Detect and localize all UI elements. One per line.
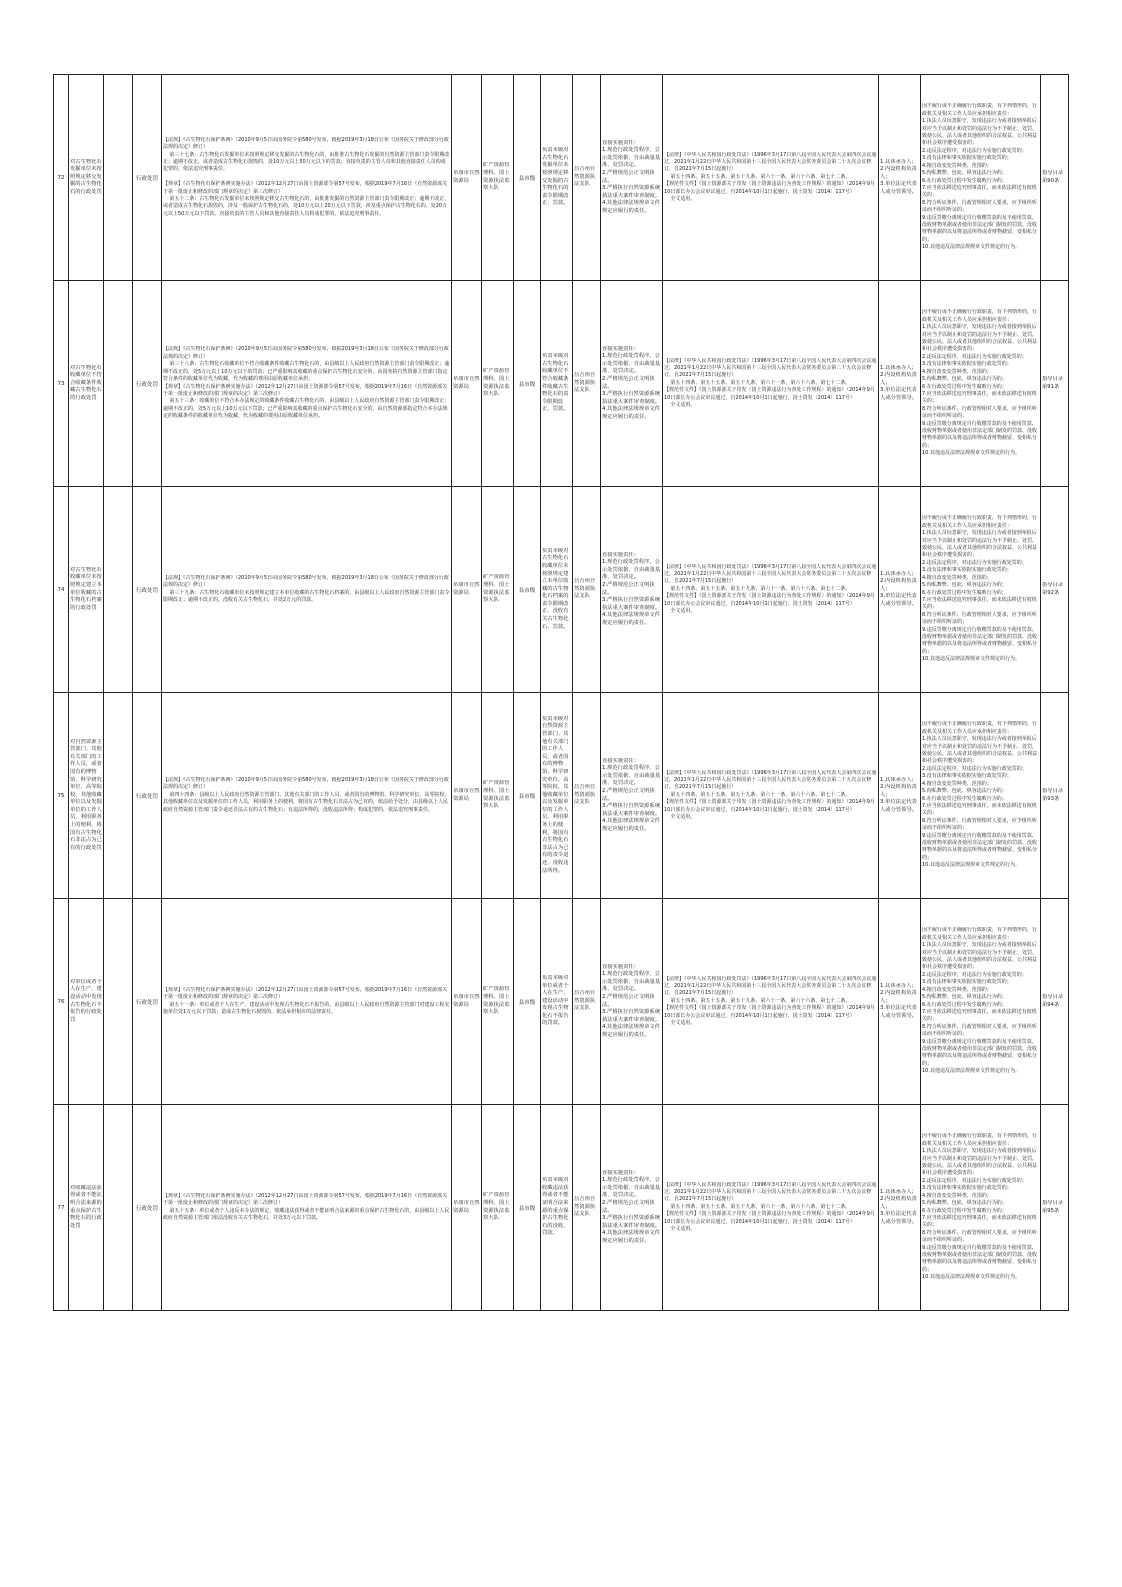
power-type: 行政处罚 xyxy=(135,381,158,388)
power-type-cell xyxy=(133,487,162,693)
duty-items-cell xyxy=(601,487,663,693)
duty-items: 直接实施责任： 1.规范行政处罚程序，公示处罚依据、自由裁量基准、处罚决定。 2.严格规范公正文明执法。 3.严格执行自然资源系统执法重大案件审查制度。 4.其他法律法规规章文件规定应履行的责任。 xyxy=(602,757,661,832)
legal-basis-cell xyxy=(162,487,452,693)
row-number: 76 xyxy=(57,998,65,1005)
implementing-unit: 矿产资源管理科、国土资源执法监察大队 xyxy=(483,986,510,1016)
joint-dept: 昌吉州自然资源执法支队 xyxy=(574,990,596,1012)
responsible-subject: 1.具体承办人； 2.内设机构负责人； 3.单位法定代表人或分管领导。 xyxy=(880,158,918,195)
remarks-cell xyxy=(1041,487,1069,693)
level-cell xyxy=(514,693,541,899)
level: 县市级 xyxy=(518,793,536,800)
power-type: 行政处罚 xyxy=(135,587,158,594)
duty-basis: 【法律】《中华人民共和国行政处罚法》（1996年3月17日第八届全国人民代表大会第四次会议通过，2021年1月22日中华人民共和国第十三届全国人民代表大会常务委员会第二十五次会议修订，自2021年7月15日起施行） 第五十四条、第五十五条、第五十九条、第六十一条、第六十六条、第七十二条。 【规范性文件】《国土资源部关于印发〈国土资源违法行为查处工作规程〉的通知》（2014年9月10日部长办公会议审议通过，自2014年10月1日起施行，国土资发〔2014〕117号） 全文适用。 xyxy=(664,1181,877,1233)
power-list-table xyxy=(53,74,1069,1311)
power-type-cell xyxy=(133,899,162,1105)
responsibility-scope-cell xyxy=(541,281,573,487)
row-number: 74 xyxy=(57,586,65,593)
sub-item-cell xyxy=(104,693,133,899)
power-type-cell xyxy=(133,1105,162,1311)
row-number: 75 xyxy=(57,792,65,799)
duty-basis: 【法律】《中华人民共和国行政处罚法》（1996年3月17日第八届全国人民代表大会第四次会议通过，2021年1月22日中华人民共和国第十三届全国人民代表大会常务委员会第二十五次会议修订，自2021年7月15日起施行） 第五十四条、第五十五条、第五十九条、第六十一条、第六十六条、第七十二条。 【规范性文件】《国土资源部关于印发〈国土资源违法行为查处工作规程〉的通知》（2014年9月10日部长办公会议审议通过，自2014年10月1日起施行，国土资发〔2014〕117号） 全文适用。 xyxy=(664,975,877,1027)
duty-items: 直接实施责任： 1.规范行政处罚程序，公示处罚依据、自由裁量基准、处罚决定。 2.严格规范公正文明执法。 3.严格执行自然资源系统执法重大案件审查制度。 4.其他法律法规规章文件规定应履行的责任。 xyxy=(602,551,661,626)
responsibility-scope: 负责本级对单位或者个人在生产、建设活动中发现古生物化石不报告的罚款。 xyxy=(542,974,569,1027)
level-cell xyxy=(514,75,541,281)
power-type: 行政处罚 xyxy=(135,999,158,1006)
power-type-cell xyxy=(133,693,162,899)
row-number: 77 xyxy=(57,1204,65,1211)
implementing-unit-cell xyxy=(482,281,514,487)
accountability: 因不履行或不正确履行行政职责，有下列情形的，行政机关及相关工作人员应承担相应责任： 1.执法人员玩忽职守，发现违法行为或者接到举报后对应当予以制止和处罚的违法行为不予制止、处罚，致使公民、法人或者其他组织的合法权益、公共利益和社会秩序遭受损害的； 2.违反法定程序，对违法行为实施行政处罚的； 3.没有法律和事实依据实施行政处罚的； 4.擅自改变处罚种类、范围的； 5.徇私舞弊、包庇、纵容违法行为的； 6.在行政处罚过程中发生腐败行为的； 7.应当依法移送追究刑事责任，而未依法移送有权机关的； 8.符合听证条件、行政管理相对人要求，应予组织听证而不组织听证的； 9.违反罚缴分离规定自行收缴罚款的及不使用罚款、没收财物单据或者使用非法定部门制发的罚款、没收财物单据的以及将违法所得或者财物截留、变相私分的； 10.其他违反法律法规规章文件规定的行为。 xyxy=(922,1133,1038,1281)
sub-item-cell xyxy=(104,75,133,281)
accountability-cell xyxy=(921,75,1041,281)
legal-basis-cell xyxy=(162,281,452,487)
joint-dept-cell xyxy=(573,487,601,693)
item-name: 对收藏违法获得或者不能证明合法来源的重点保护古生物化石的行政处罚 xyxy=(70,1184,102,1229)
power-type: 行政处罚 xyxy=(135,1205,158,1212)
item-name-cell xyxy=(69,1105,104,1311)
item-name-cell xyxy=(69,899,104,1105)
joint-dept-cell xyxy=(573,899,601,1105)
implementing-unit-cell xyxy=(482,693,514,899)
responsible-subject: 1.具体承办人； 2.内设机构负责人； 3.单位法定代表人或分管领导。 xyxy=(880,776,918,813)
accountability: 因不履行或不正确履行行政职责，有下列情形的，行政机关及相关工作人员应承担相应责任： 1.执法人员玩忽职守，发现违法行为或者接到举报后对应当予以制止和处罚的违法行为不予制止、处罚，致使公民、法人或者其他组织的合法权益、公共利益和社会秩序遭受损害的； 2.违反法定程序，对违法行为实施行政处罚的； 3.没有法律和事实依据实施行政处罚的； 4.擅自改变处罚种类、范围的； 5.徇私舞弊、包庇、纵容违法行为的； 6.在行政处罚过程中发生腐败行为的； 7.应当依法移送追究刑事责任，而未依法移送有权机关的； 8.符合听证条件、行政管理相对人要求，应予组织听证而不组织听证的； 9.违反罚缴分离规定自行收缴罚款的及不使用罚款、没收财物单据或者使用非法定部门制发的罚款、没收财物单据的以及将违法所得或者财物截留、变相私分的； 10.其他违反法律法规规章文件规定的行为。 xyxy=(922,515,1038,663)
remarks: 指导目录第92条 xyxy=(1042,581,1064,596)
table-row xyxy=(54,1105,1069,1311)
duty-basis-cell xyxy=(663,1105,879,1311)
implementing-dept-cell xyxy=(452,899,482,1105)
joint-dept: 昌吉州自然资源执法支队 xyxy=(574,784,596,806)
joint-dept: 昌吉州自然资源执法支队 xyxy=(574,372,596,394)
implementing-dept-cell xyxy=(452,693,482,899)
responsible-subject-cell xyxy=(879,281,921,487)
accountability-cell xyxy=(921,281,1041,487)
joint-dept-cell xyxy=(573,1105,601,1311)
legal-basis-cell xyxy=(162,75,452,281)
duty-items: 直接实施责任： 1.规范行政处罚程序，公示处罚依据、自由裁量基准、处罚决定。 2.严格规范公正文明执法。 3.严格执行自然资源系统执法重大案件审查制度。 4.其他法律法规规章文件规定应履行的责任。 xyxy=(602,345,661,420)
level: 县市级 xyxy=(518,587,536,594)
responsibility-scope-cell xyxy=(541,487,573,693)
duty-basis: 【法律】《中华人民共和国行政处罚法》（1996年3月17日第八届全国人民代表大会第四次会议通过，2021年1月22日中华人民共和国第十三届全国人民代表大会常务委员会第二十五次会议修订，自2021年7月15日起施行） 第五十四条、第五十五条、第五十九条、第六十一条、第六十六条、第七十二条。 【规范性文件】《国土资源部关于印发〈国土资源违法行为查处工作规程〉的通知》（2014年9月10日部长办公会议审议通过，自2014年10月1日起施行，国土资发〔2014〕117号） 全文适用。 xyxy=(664,769,877,821)
remarks: 指导目录第94条 xyxy=(1042,993,1064,1008)
row-number-cell xyxy=(54,281,69,487)
item-name: 对古生物化石收藏单位未按照规定建立本单位收藏的古生物化石档案的行政处罚 xyxy=(70,566,102,611)
implementing-unit: 矿产资源管理科、国土资源执法监察大队 xyxy=(483,162,510,192)
duty-basis-cell xyxy=(663,693,879,899)
item-name: 对古生物化石发掘单位未按照规定移交发掘的古生物化石的行政处罚 xyxy=(70,158,102,195)
level: 县市级 xyxy=(518,1205,536,1212)
power-type: 行政处罚 xyxy=(135,793,158,800)
implementing-dept-cell xyxy=(452,1105,482,1311)
accountability: 因不履行或不正确履行行政职责，有下列情形的，行政机关及相关工作人员应承担相应责任： 1.执法人员玩忽职守，发现违法行为或者接到举报后对应当予以制止和处罚的违法行为不予制止、处罚，致使公民、法人或者其他组织的合法权益、公共利益和社会秩序遭受损害的； 2.违反法定程序，对违法行为实施行政处罚的； 3.没有法律和事实依据实施行政处罚的； 4.擅自改变处罚种类、范围的； 5.徇私舞弊、包庇、纵容违法行为的； 6.在行政处罚过程中发生腐败行为的； 7.应当依法移送追究刑事责任，而未依法移送有权机关的； 8.符合听证条件、行政管理相对人要求，应予组织听证而不组织听证的； 9.违反罚缴分离规定自行收缴罚款的及不使用罚款、没收财物单据或者使用非法定部门制发的罚款、没收财物单据的以及将违法所得或者财物截留、变相私分的； 10.其他违反法律法规规章文件规定的行为。 xyxy=(922,721,1038,869)
accountability: 因不履行或不正确履行行政职责，有下列情形的，行政机关及相关工作人员应承担相应责任： 1.执法人员玩忽职守，发现违法行为或者接到举报后对应当予以制止和处罚的违法行为不予制止、处罚，致使公民、法人或者其他组织的合法权益、公共利益和社会秩序遭受损害的； 2.违反法定程序，对违法行为实施行政处罚的； 3.没有法律和事实依据实施行政处罚的； 4.擅自改变处罚种类、范围的； 5.徇私舞弊、包庇、纵容违法行为的； 6.在行政处罚过程中发生腐败行为的； 7.应当依法移送追究刑事责任，而未依法移送有权机关的； 8.符合听证条件、行政管理相对人要求，应予组织听证而不组织听证的； 9.违反罚缴分离规定自行收缴罚款的及不使用罚款、没收财物单据或者使用非法定部门制发的罚款、没收财物单据的以及将违法所得或者财物截留、变相私分的； 10.其他违反法律法规规章文件规定的行为。 xyxy=(922,927,1038,1075)
duty-basis: 【法律】《中华人民共和国行政处罚法》（1996年3月17日第八届全国人民代表大会第四次会议通过，2021年1月22日中华人民共和国第十三届全国人民代表大会常务委员会第二十五次会议修订，自2021年7月15日起施行） 第五十四条、第五十五条、第五十九条、第六十一条、第六十六条、第七十二条。 【规范性文件】《国土资源部关于印发〈国土资源违法行为查处工作规程〉的通知》（2014年9月10日部长办公会议审议通过，自2014年10月1日起施行，国土资发〔2014〕117号） 全文适用。 xyxy=(664,563,877,615)
implementing-dept: 阜康市自然资源局 xyxy=(453,169,480,184)
joint-dept: 昌吉州自然资源执法支队 xyxy=(574,578,596,600)
legal-basis-cell xyxy=(162,693,452,899)
responsible-subject-cell xyxy=(879,899,921,1105)
implementing-unit: 矿产资源管理科、国土资源执法监察大队 xyxy=(483,574,510,604)
joint-dept-cell xyxy=(573,75,601,281)
responsible-subject: 1.具体承办人； 2.内设机构负责人； 3.单位法定代表人或分管领导。 xyxy=(880,570,918,607)
level: 县市级 xyxy=(518,999,536,1006)
responsibility-scope: 负责本级对收藏违法获得或者不能证明合法来源的重点保护古生物化石的没收、罚款。 xyxy=(542,1177,569,1237)
implementing-dept: 阜康市自然资源局 xyxy=(453,993,480,1008)
responsibility-scope: 负责本级对古生物化石收藏单位未按照规定建立本单位收藏的古生物化石档案的责令限期改正、没收有关古生物化石、罚款。 xyxy=(542,547,569,630)
accountability-cell xyxy=(921,693,1041,899)
sub-item-cell xyxy=(104,281,133,487)
implementing-unit-cell xyxy=(482,1105,514,1311)
table-row xyxy=(54,487,1069,693)
responsibility-scope: 负责本级对自然资源主管部门、其他有关部门的工作人员，或者国有的博物馆、科学研究单位、高等院校、其他收藏单位以及发掘单位的工作人员，利用职务上的便利，将国有古生物化石非法占为己有的责令退还、没收违法所得。 xyxy=(542,715,569,874)
row-number: 72 xyxy=(57,174,65,181)
duty-items-cell xyxy=(601,1105,663,1311)
duty-items: 直接实施责任： 1.规范行政处罚程序，公示处罚依据、自由裁量基准、处罚决定。 2.严格规范公正文明执法。 3.严格执行自然资源系统执法重大案件审查制度。 4.其他法律法规规章文件规定应履行的责任。 xyxy=(602,139,661,214)
responsible-subject-cell xyxy=(879,487,921,693)
item-name-cell xyxy=(69,75,104,281)
duty-items-cell xyxy=(601,75,663,281)
joint-dept: 昌吉州自然资源执法支队 xyxy=(574,166,596,188)
remarks: 指导目录第93条 xyxy=(1042,787,1064,802)
responsible-subject: 1.具体承办人； 2.内设机构负责人； 3.单位法定代表人或分管领导。 xyxy=(880,982,918,1019)
duty-basis-cell xyxy=(663,75,879,281)
duty-basis: 【法律】《中华人民共和国行政处罚法》（1996年3月17日第八届全国人民代表大会第四次会议通过，2021年1月22日中华人民共和国第十三届全国人民代表大会常务委员会第二十五次会议修订，自2021年7月15日起施行） 第五十四条、第五十五条、第五十九条、第六十一条、第六十六条、第七十二条。 【规范性文件】《国土资源部关于印发〈国土资源违法行为查处工作规程〉的通知》（2014年9月10日部长办公会议审议通过，自2014年10月1日起施行，国土资发〔2014〕117号） 全文适用。 xyxy=(664,151,877,203)
remarks: 指导目录第95条 xyxy=(1042,1199,1064,1214)
table-row xyxy=(54,693,1069,899)
legal-basis: 【法规】《古生物化石保护条例》（2010年9月5日由国务院令第580号发布，根据2019年3月18日公布《国务院关于修改部分行政法规的决定》修订） 第三十九条：古生物化石收藏单位未按照规定建立本单位收藏的古生物化石档案的，由县级以上人民政府自然资源主管部门责令限期改正；逾期不改正的，没收有关古生物化石，并处2万元的罚款。 xyxy=(163,574,450,603)
level: 县市级 xyxy=(518,381,536,388)
row-number-cell xyxy=(54,693,69,899)
power-type: 行政处罚 xyxy=(135,175,158,182)
remarks: 指导目录第90条 xyxy=(1042,169,1064,184)
duty-items: 直接实施责任： 1.规范行政处罚程序，公示处罚依据、自由裁量基准、处罚决定。 2.严格规范公正文明执法。 3.严格执行自然资源系统执法重大案件审查制度。 4.其他法律法规规章文件规定应履行的责任。 xyxy=(602,963,661,1038)
joint-dept: 昌吉州自然资源执法支队 xyxy=(574,1196,596,1218)
power-type-cell xyxy=(133,75,162,281)
implementing-unit: 矿产资源管理科、国土资源执法监察大队 xyxy=(483,368,510,398)
accountability-cell xyxy=(921,1105,1041,1311)
responsible-subject-cell xyxy=(879,75,921,281)
table-row xyxy=(54,281,1069,487)
responsibility-scope-cell xyxy=(541,75,573,281)
responsible-subject: 1.具体承办人； 2.内设机构负责人； 3.单位法定代表人或分管领导。 xyxy=(880,364,918,401)
implementing-dept-cell xyxy=(452,281,482,487)
implementing-dept: 阜康市自然资源局 xyxy=(453,375,480,390)
item-name: 对古生物化石收藏单位不符合收藏条件收藏古生物化石的行政处罚 xyxy=(70,364,102,401)
responsible-subject-cell xyxy=(879,1105,921,1311)
accountability-cell xyxy=(921,487,1041,693)
row-number-cell xyxy=(54,1105,69,1311)
power-type-cell xyxy=(133,281,162,487)
remarks-cell xyxy=(1041,1105,1069,1311)
legal-basis-cell xyxy=(162,1105,452,1311)
duty-items: 直接实施责任： 1.规范行政处罚程序，公示处罚依据、自由裁量基准、处罚决定。 2.严格规范公正文明执法。 3.严格执行自然资源系统执法重大案件审查制度。 4.其他法律法规规章文件规定应履行的责任。 xyxy=(602,1169,661,1244)
sub-item-cell xyxy=(104,487,133,693)
implementing-unit-cell xyxy=(482,899,514,1105)
implementing-unit: 矿产资源管理科、国土资源执法监察大队 xyxy=(483,1192,510,1222)
item-name-cell xyxy=(69,487,104,693)
item-name-cell xyxy=(69,281,104,487)
implementing-dept-cell xyxy=(452,487,482,693)
responsibility-scope-cell xyxy=(541,693,573,899)
implementing-unit-cell xyxy=(482,75,514,281)
legal-basis: 【法规】《古生物化石保护条例》（2010年9月5日由国务院令第580号发布，根据2019年3月18日公布《国务院关于修改部分行政法规的决定》修订） 第三十七条：古生物化石发掘单位未按照规定移交发掘的古生物化石的，由批准古生物化石发掘的自然资源主管部门责令限期改正；逾期不改正，或者造成古生物化石损毁的，处10万元以上50万元以下的罚款；直接负责的主管人员和其他直接责任人员构成犯罪的，依法追究刑事责任。 【规章】《古生物化石保护条例实施办法》（2012年12月27日由国土资源部令第57号发布，根据2019年7月16日《自然资源部关于第一批废止和修改的部门规章的决定》第三次修订） 第五十二条：古生物化石发掘单位未按照规定移交古生物化石的，由批准发掘的自然资源主管部门责令限期改正；逾期不改正，或者造成古生物化石损毁的，涉及一般保护古生物化石的，处10万元以上20万元以下罚款，涉及重点保护古生物化石的，处20万元以上50万元以下罚款。直接负责的主管人员和其他直接责任人员构成犯罪的，依法追究刑事责任。 xyxy=(163,136,450,217)
sub-item-cell xyxy=(104,899,133,1105)
accountability: 因不履行或不正确履行行政职责，有下列情形的，行政机关及相关工作人员应承担相应责任： 1.执法人员玩忽职守，发现违法行为或者接到举报后对应当予以制止和处罚的违法行为不予制止、处罚，致使公民、法人或者其他组织的合法权益、公共利益和社会秩序遭受损害的； 2.违反法定程序，对违法行为实施行政处罚的； 3.没有法律和事实依据实施行政处罚的； 4.擅自改变处罚种类、范围的； 5.徇私舞弊、包庇、纵容违法行为的； 6.在行政处罚过程中发生腐败行为的； 7.应当依法移送追究刑事责任，而未依法移送有权机关的； 8.符合听证条件、行政管理相对人要求，应予组织听证而不组织听证的； 9.违反罚缴分离规定自行收缴罚款的及不使用罚款、没收财物单据或者使用非法定部门制发的罚款、没收财物单据的以及将违法所得或者财物截留、变相私分的； 10.其他违反法律法规规章文件规定的行为。 xyxy=(922,309,1038,457)
responsibility-scope-cell xyxy=(541,1105,573,1311)
accountability: 因不履行或不正确履行行政职责，有下列情形的，行政机关及相关工作人员应承担相应责任： 1.执法人员玩忽职守，发现违法行为或者接到举报后对应当予以制止和处罚的违法行为不予制止、处罚，致使公民、法人或者其他组织的合法权益、公共利益和社会秩序遭受损害的； 2.违反法定程序，对违法行为实施行政处罚的； 3.没有法律和事实依据实施行政处罚的； 4.擅自改变处罚种类、范围的； 5.徇私舞弊、包庇、纵容违法行为的； 6.在行政处罚过程中发生腐败行为的； 7.应当依法移送追究刑事责任，而未依法移送有权机关的； 8.符合听证条件、行政管理相对人要求，应予组织听证而不组织听证的； 9.违反罚缴分离规定自行收缴罚款的及不使用罚款、没收财物单据或者使用非法定部门制发的罚款、没收财物单据的以及将违法所得或者财物截留、变相私分的； 10.其他违反法律法规规章文件规定的行为。 xyxy=(922,103,1038,251)
table-row xyxy=(54,899,1069,1105)
responsible-subject: 1.具体承办人； 2.内设机构负责人； 3.单位法定代表人或分管领导。 xyxy=(880,1188,918,1225)
implementing-dept: 阜康市自然资源局 xyxy=(453,1199,480,1214)
remarks-cell xyxy=(1041,899,1069,1105)
joint-dept-cell xyxy=(573,281,601,487)
duty-basis-cell xyxy=(663,281,879,487)
responsible-subject-cell xyxy=(879,693,921,899)
duty-items-cell xyxy=(601,899,663,1105)
legal-basis: 【法规】《古生物化石保护条例》（2010年9月5日由国务院令第580号发布，根据2019年3月18日公布《国务院关于修改部分行政法规的决定》修订） 第四十四条：县级以上人民政府自然资源主管部门、其他有关部门的工作人员，或者国有的博物馆、科学研究单位、高等院校、其他收藏单位以及发掘单位的工作人员，利用职务上的便利，将国有古生物化石非法占为己有的，依法给予处分，由县级以上人民政府自然资源主管部门责令退还非法占有的古生物化石；有违法所得的，没收违法所得；构成犯罪的，依法追究刑事责任。 xyxy=(163,776,450,813)
level-cell xyxy=(514,899,541,1105)
level-cell xyxy=(514,281,541,487)
level-cell xyxy=(514,1105,541,1311)
item-name: 对自然资源主管部门、其他有关部门的工作人员，或者国有的博物馆、科学研究单位、高等院校、其他收藏单位以及发掘单位的工作人员，利用职务上的便利，将国有古生物化石非法占为己有的行政处罚 xyxy=(70,738,102,851)
table-row xyxy=(54,75,1069,281)
level-cell xyxy=(514,487,541,693)
row-number-cell xyxy=(54,487,69,693)
row-number: 73 xyxy=(57,380,65,387)
legal-basis: 【规章】《古生物化石保护条例实施办法》（2012年12月27日由国土资源部令第57号发布，根据2019年7月16日《自然资源部关于第一批废止和修改的部门规章的决定》第三次修订） 第五十五条：单位或者个人违反本办法的规定，收藏违法获得或者不能证明合法来源的重点保护古生物化石的，由县级以上人民政府自然资源主管部门依法没收有关古生物化石，并处3万元以下罚款。 xyxy=(163,1192,450,1221)
duty-basis-cell xyxy=(663,487,879,693)
duty-items-cell xyxy=(601,281,663,487)
duty-basis-cell xyxy=(663,899,879,1105)
joint-dept-cell xyxy=(573,693,601,899)
item-name-cell xyxy=(69,693,104,899)
legal-basis: 【规章】《古生物化石保护条例实施办法》（2012年12月27日由国土资源部令第57号发布，根据2019年7月16日《自然资源部关于第一批废止和修改的部门规章的决定》第三次修订） 第五十一条：单位或者个人在生产、建设活动中发现古生物化石不报告的，由县级以上人民政府自然资源主管部门对建设工程实施单位处1万元以下罚款；造成古生物化石损毁的，依法承担相应的法律责任。 xyxy=(163,986,450,1015)
legal-basis-cell xyxy=(162,899,452,1105)
accountability-cell xyxy=(921,899,1041,1105)
implementing-dept: 阜康市自然资源局 xyxy=(453,581,480,596)
implementing-dept-cell xyxy=(452,75,482,281)
duty-basis: 【法律】《中华人民共和国行政处罚法》（1996年3月17日第八届全国人民代表大会第四次会议通过，2021年1月22日中华人民共和国第十三届全国人民代表大会常务委员会第二十五次会议修订，自2021年7月15日起施行） 第五十四条、第五十五条、第五十九条、第六十一条、第六十六条、第七十二条。 【规范性文件】《国土资源部关于印发〈国土资源违法行为查处工作规程〉的通知》（2014年9月10日部长办公会议审议通过，自2014年10月1日起施行，国土资发〔2014〕117号） 全文适用。 xyxy=(664,357,877,409)
implementing-unit-cell xyxy=(482,487,514,693)
remarks-cell xyxy=(1041,693,1069,899)
row-number-cell xyxy=(54,899,69,1105)
row-number-cell xyxy=(54,75,69,281)
remarks-cell xyxy=(1041,281,1069,487)
remarks-cell xyxy=(1041,75,1069,281)
remarks: 指导目录第91条 xyxy=(1042,375,1064,390)
item-name: 对单位或者个人在生产、建设活动中发现古生物化石不报告的行政处罚 xyxy=(70,978,102,1023)
implementing-dept: 阜康市自然资源局 xyxy=(453,787,480,802)
duty-items-cell xyxy=(601,693,663,899)
sub-item-cell xyxy=(104,1105,133,1311)
implementing-unit: 矿产资源管理科、国土资源执法监察大队 xyxy=(483,780,510,810)
legal-basis: 【法规】《古生物化石保护条例》（2010年9月5日由国务院令第580号发布，根据2019年3月18日公布《国务院关于修改部分行政法规的决定》修订） 第三十八条：古生物化石收藏单位不符合收藏条件收藏古生物化石的，由县级以上人民政府自然资源主管部门责令限期改正；逾期不改正的，处5万元以上10万元以下的罚款；已严重影响其收藏的重点保护古生物化石安全的，由国务院自然资源主管部门指定符合条件的收藏单位代为收藏，代为收藏的费用由原收藏单位承担。 【规章】《古生物化石保护条例实施办法》（2012年12月27日由国土资源部令第57号发布，根据2019年7月16日《自然资源部关于第一批废止和修改的部门规章的决定》第三次修订） 第五十三条：收藏单位不符合本办法规定的收藏条件收藏古生物化石的，由县级以上人民政府自然资源主管部门责令限期改正；逾期不改正的，处5万元以上10万元以下罚款；已严重影响其收藏的重点保护古生物化石安全的，由自然资源部指定符合本办法规定的收藏条件的收藏单位代为收藏，代为收藏的费用由原收藏单位承担。 xyxy=(163,346,450,420)
responsibility-scope-cell xyxy=(541,899,573,1105)
responsibility-scope: 负责本级对古生物化石收藏单位不符合收藏条件收藏古生物化石的责令限期改正、罚款。 xyxy=(542,353,569,413)
level: 县市级 xyxy=(518,175,536,182)
responsibility-scope: 负责本级对古生物化石发掘单位未按照规定移交发掘的古生物化石的责令限期改正、罚款。 xyxy=(542,147,569,207)
